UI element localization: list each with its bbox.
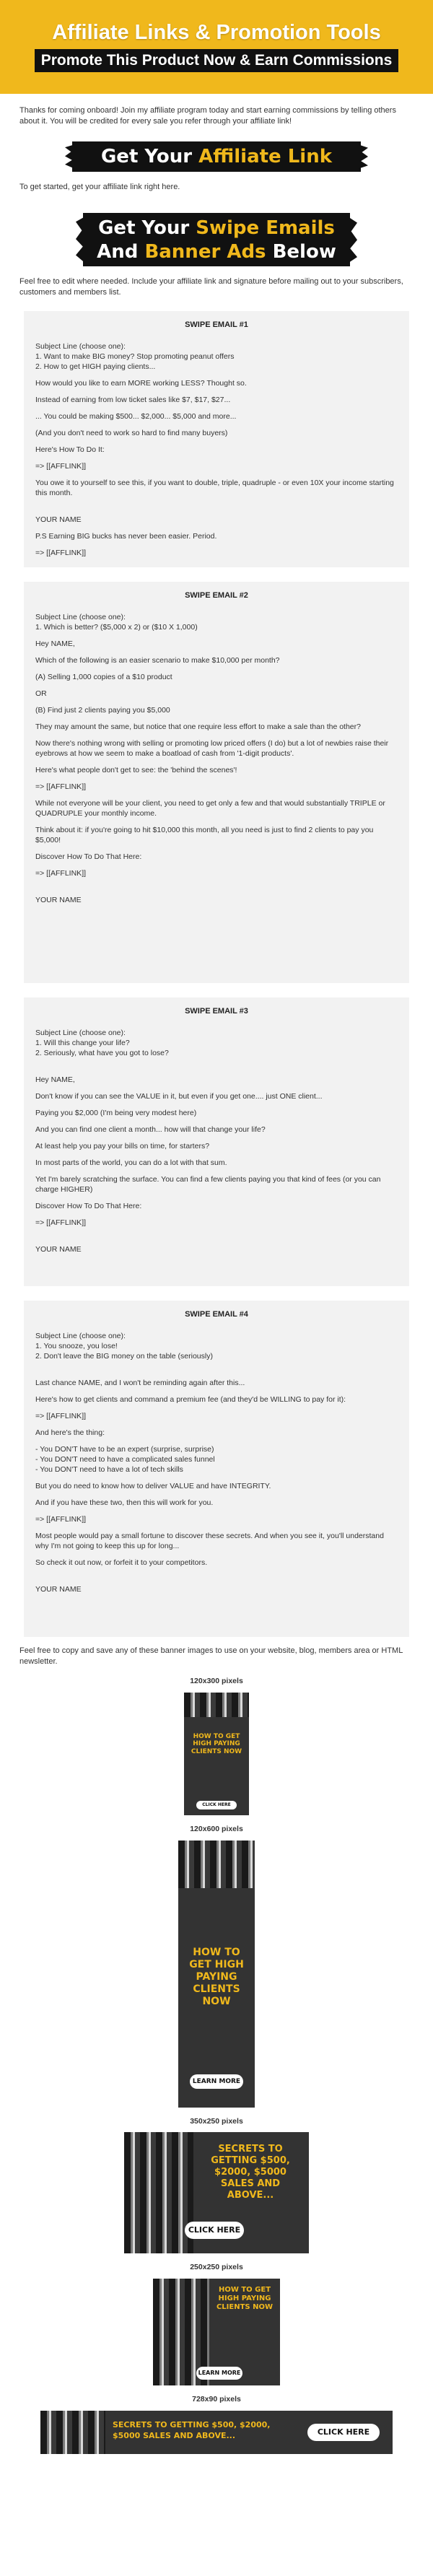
email-line: Subject Line (choose one): 1. You snooze, you lose! 2. Don't leave the BIG money on the table (seriously) bbox=[35, 1331, 213, 1361]
email-line: P.S Earning BIG bucks has never been easier. Period. bbox=[35, 531, 217, 541]
banner-size-label: 728x90 pixels bbox=[192, 2395, 241, 2404]
email-line: Hey NAME, bbox=[35, 639, 75, 648]
email-line: Discover How To Do That Here: bbox=[35, 852, 142, 861]
banner-headline: HOW TO GET HIGH PAYING CLIENTS NOW bbox=[191, 1733, 242, 1755]
email-line: While not everyone will be your client, you need to get only a few and that would substantially TRIPLE or QUADRUPLE your monthly income. bbox=[35, 798, 385, 818]
banner-headline: SECRETS TO GETTING $500, $2000, $5000 SALES AND ABOVE... bbox=[113, 2419, 271, 2440]
email-line: => [[AFFLINK]] bbox=[35, 782, 87, 791]
email-line: YOUR NAME bbox=[35, 1584, 82, 1594]
email-line: YOUR NAME bbox=[35, 895, 82, 904]
people-photo-icon bbox=[178, 1841, 255, 1888]
email-line: And you can find one client a month... how will that change your life? bbox=[35, 1125, 266, 1134]
swipe-email-title: SWIPE EMAIL #4 bbox=[185, 1310, 248, 1319]
email-line: And here's the thing: bbox=[35, 1428, 105, 1437]
email-line: They may amount the same, but notice that one require less effort to make a sale than the other? bbox=[35, 722, 361, 731]
email-line: => [[AFFLINK]] bbox=[35, 1514, 87, 1524]
swipe-email-box[interactable] bbox=[24, 1301, 409, 1637]
email-line: => [[AFFLINK]] bbox=[35, 868, 87, 878]
swipe-email-title: SWIPE EMAIL #1 bbox=[185, 320, 248, 330]
email-line: => [[AFFLINK]] bbox=[35, 461, 87, 471]
banner-button[interactable]: CLICK HERE bbox=[307, 2424, 380, 2441]
email-line: Subject Line (choose one): 1. Want to make BIG money? Stop promoting peanut offers 2. How to get HIGH paying clients... bbox=[35, 341, 235, 371]
email-line: At least help you pay your bills on time, for starters? bbox=[35, 1141, 210, 1151]
email-line: => [[AFFLINK]] bbox=[35, 548, 87, 557]
email-line: Most people would pay a small fortune to discover these secrets. And when you see it, you'll understand why I'm not going to keep this up for long... bbox=[35, 1531, 384, 1550]
banners-intro-text: Feel free to copy and save any of these banner images to use on your website, blog, members area or HTML newsletter. bbox=[19, 1646, 403, 1667]
intro-text: Thanks for coming onboard! Join my affiliate program today and start earning commissions by telling others about it. You will be credited for every sale you refer through your affiliate link! bbox=[19, 106, 396, 126]
people-photo-icon bbox=[124, 2132, 193, 2253]
email-line: Subject Line (choose one): 1. Which is better? ($5,000 x 2) or ($10 X 1,000) bbox=[35, 612, 198, 632]
email-line: But you do need to know how to deliver VALUE and have INTEGRITY. bbox=[35, 1481, 271, 1490]
swipe-heading-line1-highlight: Swipe Emails bbox=[196, 217, 335, 240]
swipe-emails-text: Feel free to edit where needed. Include your affiliate link and signature before mailing out to your subscribers, customers and members list. bbox=[19, 277, 403, 297]
email-line: Paying you $2,000 (I'm being very modest here) bbox=[35, 1108, 197, 1117]
swipe-heading-line2 bbox=[83, 240, 350, 264]
affiliate-heading-part1: Get Your bbox=[100, 146, 193, 167]
banner-image-250x250[interactable] bbox=[153, 2279, 280, 2385]
swipe-email-box[interactable] bbox=[24, 311, 409, 567]
page-subtitle: Promote This Product Now & Earn Commissions bbox=[35, 49, 399, 72]
banner-button[interactable]: CLICK HERE bbox=[185, 2222, 244, 2239]
swipe-heading-line2-highlight: Banner Ads bbox=[144, 241, 266, 263]
people-photo-icon bbox=[184, 1693, 249, 1717]
banner-size-label: 120x300 pixels bbox=[190, 1677, 243, 1686]
email-line: Here's what people don't get to see: the 'behind the scenes'! bbox=[35, 765, 237, 774]
page-header bbox=[0, 0, 433, 94]
banner-image-350x250[interactable] bbox=[124, 2132, 309, 2253]
banner-button[interactable]: LEARN MORE bbox=[196, 2367, 242, 2380]
banner-image-120x300[interactable] bbox=[184, 1693, 249, 1815]
swipe-email-title: SWIPE EMAIL #2 bbox=[185, 591, 248, 601]
banner-image-728x90[interactable] bbox=[40, 2411, 393, 2454]
swipe-heading-line1 bbox=[83, 217, 350, 240]
email-line: OR bbox=[35, 689, 47, 698]
email-line: => [[AFFLINK]] bbox=[35, 1218, 87, 1227]
swipe-email-box[interactable] bbox=[24, 582, 409, 983]
main-content bbox=[0, 105, 433, 2454]
email-line: - You DON'T have to be an expert (surprise, surprise) - You DON'T need to have a complicated sales funnel - You DON'T need to have a lot of tech skills bbox=[35, 1444, 215, 1474]
banner-headline: HOW TO GET HIGH PAYING CLIENTS NOW bbox=[216, 2286, 274, 2312]
email-line: Which of the following is an easier scenario to make $10,000 per month? bbox=[35, 655, 280, 665]
swipe-heading-line2-part1: And bbox=[97, 241, 139, 263]
swipe-email-title: SWIPE EMAIL #3 bbox=[185, 1007, 248, 1016]
banner-size-label: 250x250 pixels bbox=[190, 2263, 243, 2272]
banner-size-label: 120x600 pixels bbox=[190, 1825, 243, 1834]
email-line: And if you have these two, then this will work for you. bbox=[35, 1498, 214, 1507]
email-line: Hey NAME, bbox=[35, 1075, 75, 1084]
email-line: => [[AFFLINK]] bbox=[35, 1411, 87, 1420]
email-line: You owe it to yourself to see this, if you want to double, triple, quadruple - or even 10X your income starting this month. bbox=[35, 478, 394, 497]
swipe-email-box[interactable] bbox=[24, 997, 409, 1286]
email-line: (B) Find just 2 clients paying you $5,000 bbox=[35, 705, 170, 715]
email-line: Don't know if you can see the VALUE in it, but even if you get one.... just ONE client... bbox=[35, 1091, 323, 1101]
email-line: Now there's nothing wrong with selling or promoting low priced offers (I do) but a lot of newbies raise their eyebrows at how we seem to make a boatload of cash from '1-digit products'. bbox=[35, 738, 389, 758]
email-line: Here's How To Do It: bbox=[35, 445, 105, 454]
swipe-heading-line2-part2: Below bbox=[272, 241, 336, 263]
banner-size-label: 350x250 pixels bbox=[190, 2116, 243, 2126]
swipe-emails-heading bbox=[83, 213, 350, 266]
email-line: Think about it: if you're going to hit $10,000 this month, all you need is just to find 2 clients to pay you $5,000! bbox=[35, 825, 374, 844]
affiliate-heading-highlight: Affiliate Link bbox=[198, 146, 333, 167]
email-line: YOUR NAME bbox=[35, 515, 82, 524]
banner-headline: HOW TO GET HIGH PAYING CLIENTS NOW bbox=[189, 1946, 244, 2007]
people-photo-icon bbox=[40, 2411, 105, 2454]
email-line: Discover How To Do That Here: bbox=[35, 1201, 142, 1210]
banner-button[interactable]: LEARN MORE bbox=[190, 2074, 243, 2089]
email-line: (And you don't need to work so hard to find many buyers) bbox=[35, 428, 228, 437]
banner-image-120x600[interactable] bbox=[178, 1841, 255, 2108]
banner-headline: SECRETS TO GETTING $500, $2000, $5000 SALES AND ABOVE... bbox=[211, 2144, 290, 2201]
affiliate-link-heading bbox=[72, 141, 361, 172]
email-line: Last chance NAME, and I won't be reminding again after this... bbox=[35, 1378, 245, 1387]
email-line: How would you like to earn MORE working LESS? Thought so. bbox=[35, 378, 247, 388]
email-line: Here's how to get clients and command a premium fee (and they'd be WILLING to pay for it): bbox=[35, 1394, 346, 1404]
email-line: So check it out now, or forfeit it to your competitors. bbox=[35, 1558, 208, 1567]
page-title: Affiliate Links & Promotion Tools bbox=[52, 21, 381, 44]
email-line: Instead of earning from low ticket sales like $7, $17, $27... bbox=[35, 395, 231, 404]
email-line: In most parts of the world, you can do a lot with that sum. bbox=[35, 1158, 227, 1167]
swipe-heading-line1-part1: Get Your bbox=[98, 217, 190, 240]
email-line: YOUR NAME bbox=[35, 1244, 82, 1254]
email-line: Yet I'm barely scratching the surface. You can find a few clients paying you that kind of fees (or you can charge HIGHER) bbox=[35, 1174, 381, 1194]
banner-button[interactable]: CLICK HERE bbox=[196, 1801, 237, 1809]
email-line: Subject Line (choose one): 1. Will this change your life? 2. Seriously, what have you got to lose? bbox=[35, 1028, 169, 1057]
email-line: (A) Selling 1,000 copies of a $10 product bbox=[35, 672, 172, 681]
affiliate-link-text: To get started, get your affiliate link right here. bbox=[19, 183, 180, 191]
email-line: ... You could be making $500... $2,000... $5,000 and more... bbox=[35, 411, 237, 421]
